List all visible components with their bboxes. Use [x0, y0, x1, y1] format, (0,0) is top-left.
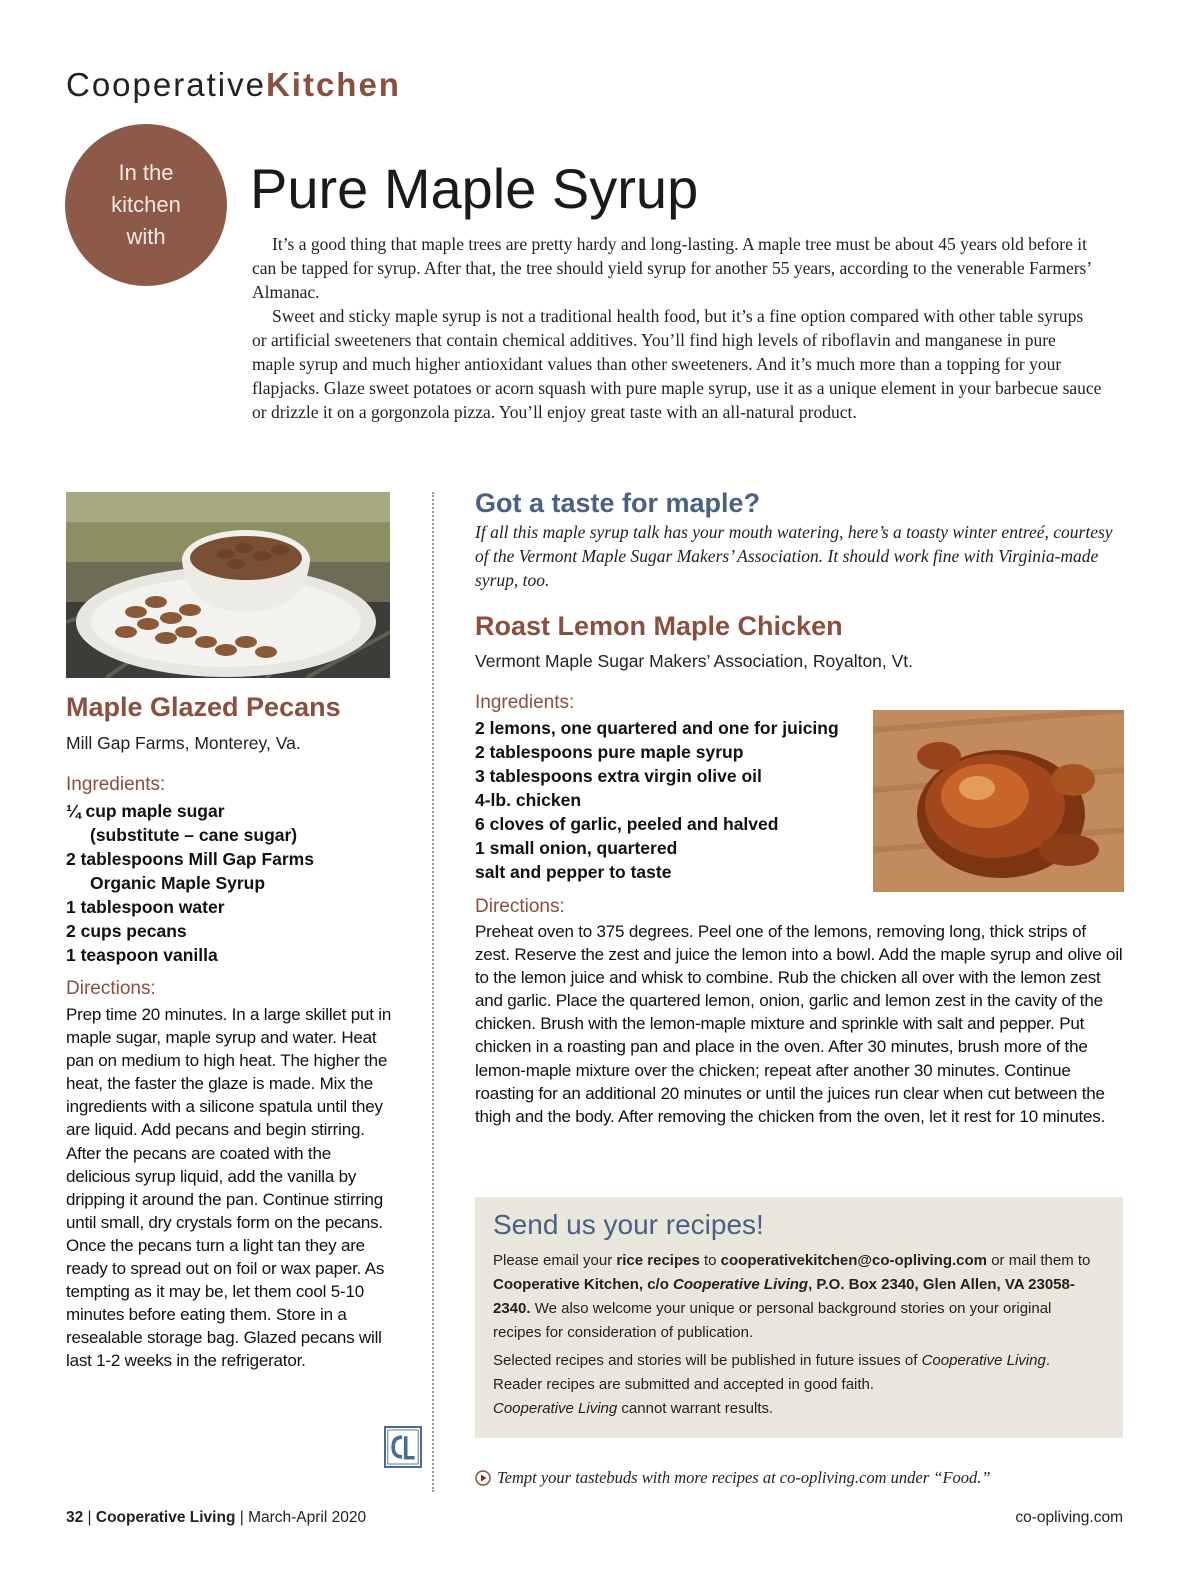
ingredient-item: salt and pepper to taste	[475, 862, 672, 882]
magazine-name: Cooperative Living	[921, 1352, 1046, 1369]
text: Please email your	[493, 1252, 617, 1269]
section-title-suffix: Kitchen	[265, 66, 401, 103]
ingredient-item: ¼ cup maple sugar	[66, 801, 225, 821]
ingredient-item: 2 tablespoons Mill Gap Farms	[66, 849, 314, 869]
send-paragraph	[493, 1249, 1093, 1345]
badge-line-2: kitchen	[111, 192, 181, 217]
text: Cooperative Kitchen, c/o	[493, 1276, 674, 1293]
magazine-name: Cooperative Living	[95, 1509, 236, 1526]
pecans-recipe-source: Mill Gap Farms, Monterey, Va.	[66, 733, 301, 753]
chicken-recipe-title: Roast Lemon Maple Chicken	[475, 611, 843, 641]
play-icon	[475, 1470, 491, 1486]
footer-url[interactable]: co-opliving.com	[1015, 1509, 1123, 1526]
in-the-kitchen-badge	[65, 124, 227, 286]
pecans-recipe-title: Maple Glazed Pecans	[66, 692, 341, 722]
magazine-name: Cooperative Living	[493, 1400, 618, 1417]
text: Reader recipes are submitted and accepted in good faith.	[493, 1376, 875, 1393]
ingredient-item: 1 tablespoon water	[66, 897, 225, 917]
send-recipes-body	[493, 1249, 1093, 1425]
badge-line-3: with	[126, 224, 166, 249]
intro-text	[252, 232, 1102, 424]
ingredient-item: 3 tablespoons extra virgin olive oil	[475, 766, 762, 786]
pecans-ingredients-heading: Ingredients:	[66, 774, 166, 795]
chicken-recipe-source: Vermont Maple Sugar Makers’ Association, Royalton, Vt.	[475, 651, 914, 671]
ingredient-item: 2 lemons, one quartered and one for juicing	[475, 718, 839, 738]
taste-heading: Got a taste for maple?	[475, 488, 761, 518]
ingredient-item: Organic Maple Syrup	[90, 873, 266, 893]
text: , P.O. Box 2340, Glen Allen, VA 23058-2340.	[493, 1276, 1075, 1317]
text: to	[699, 1252, 721, 1269]
ingredient-item: 1 small onion, quartered	[475, 838, 678, 858]
chicken-ingredients-heading: Ingredients:	[475, 692, 575, 713]
text: cannot warrant results.	[617, 1400, 774, 1417]
email-link[interactable]: cooperativekitchen@co-opliving.com	[720, 1252, 988, 1269]
chicken-directions-heading: Directions:	[475, 896, 565, 917]
ingredient-item: 2 cups pecans	[66, 921, 187, 941]
badge-line-1: In the	[118, 160, 174, 185]
pecans-directions-text: Prep time 20 minutes. In a large skillet put in maple sugar, maple syrup and water. Heat pan on medium to high heat. The higher the heat, the faster the glaze is made. Mix the ingredients with a silicone spatula until they are liquid. Add pecans and begin stirring. After the pecans are coated with the delicious syrup liquid, add the vanilla by dripping it around the pan. Continue stirring until small, dry crystals form on the pecans. Once the pecans turn a light tan they are ready to spread out on foil or wax paper. As tempting as it may be, let them cool 5-10 minutes before eating them. Store in a resealable storage bag. Glazed pecans will last 1-2 weeks in the refrigerator.	[66, 1005, 392, 1371]
chicken-directions-text: Preheat oven to 375 degrees. Peel one of the lemons, removing long, thick strips of zest. Reserve the zest and juice the lemon into a bowl. Add the maple syrup and olive oil to the lemon juice and whisk to combine. Rub the chicken all over with the lemon zest and garlic. Place the quartered lemon, onion, garlic and lemon zest in the cavity of the chicken. Brush with the lemon-maple mixture and sprinkle with salt and pepper. Put chicken in a roasting pan and place in the oven. After 30 minutes, brush more of the lemon-maple mixture over the chicken; repeat after another 30 minutes. Continue roasting for an additional 20 minutes or until the juices run clear when cut between the thigh and the body. After removing the chicken from the oven, let it rest for 10 minutes.	[475, 922, 1123, 1126]
pecans-photo	[66, 492, 390, 678]
issue-date: March-April 2020	[248, 1509, 367, 1526]
taste-intro: If all this maple syrup talk has your mouth watering, here’s a toasty winter entreé, courtesy of the Vermont Maple Sugar Makers’ Association. It should work fine with Virginia-made syrup, too.	[475, 522, 1113, 590]
ingredient-item: 1 teaspoon vanilla	[66, 945, 218, 965]
intro-paragraph: Sweet and sticky maple syrup is not a traditional health food, but it’s a fine option compared with other table syrups or artificial sweeteners that contain chemical additives. You’ll find high levels of riboflavin and manganese in pure maple syrup and much higher antioxidant values than other sweeteners. And it’s much more than a topping for your flapjacks. Glaze sweet potatoes or acorn squash with pure maple syrup, use it as a unique element in your barbecue sauce or drizzle it on a gorgonzola pizza. You’ll enjoy great taste with an all-natural product.	[252, 306, 1102, 422]
ingredient-item: 4-lb. chicken	[475, 790, 582, 810]
text: rice recipes	[616, 1252, 700, 1269]
pecans-directions-heading: Directions:	[66, 978, 156, 999]
cooperative-living-logo	[384, 1426, 422, 1468]
send-recipes-box	[475, 1197, 1123, 1438]
ingredient-item: (substitute – cane sugar)	[90, 825, 298, 845]
footer-left: 32 | Cooperative Living | March-April 2020	[66, 1509, 367, 1526]
text: or mail them to	[987, 1252, 1091, 1269]
section-title-prefix: Cooperative	[66, 66, 266, 103]
column-divider	[432, 492, 434, 1492]
send-paragraph	[493, 1349, 1093, 1421]
pecans-ingredients-list	[66, 799, 314, 967]
roast-chicken-photo	[873, 710, 1124, 892]
magazine-name: Cooperative Living	[673, 1276, 809, 1293]
text: We also welcome your unique or personal background stories on your original recipes for consideration of publication.	[493, 1300, 1052, 1341]
ingredient-item: 2 tablespoons pure maple syrup	[475, 742, 744, 762]
section-title	[66, 66, 401, 104]
send-recipes-title: Send us your recipes!	[493, 1209, 764, 1240]
ingredient-item: 6 cloves of garlic, peeled and halved	[475, 814, 779, 834]
text: Selected recipes and stories will be published in future issues of	[493, 1352, 922, 1369]
page-number: 32	[66, 1509, 84, 1526]
text: .	[1045, 1352, 1050, 1369]
chicken-ingredients-list	[475, 716, 839, 884]
more-recipes-link[interactable]	[475, 1468, 991, 1488]
intro-paragraph: It’s a good thing that maple trees are pretty hardy and long-lasting. A maple tree must be about 45 years old before it can be tapped for syrup. After that, the tree should yield syrup for another 55 years, according to the venerable Farmers’ Almanac.	[252, 234, 1091, 302]
more-recipes-text: Tempt your tastebuds with more recipes at co-opliving.com under “Food.”	[497, 1468, 991, 1487]
page-title: Pure Maple Syrup	[250, 157, 699, 220]
